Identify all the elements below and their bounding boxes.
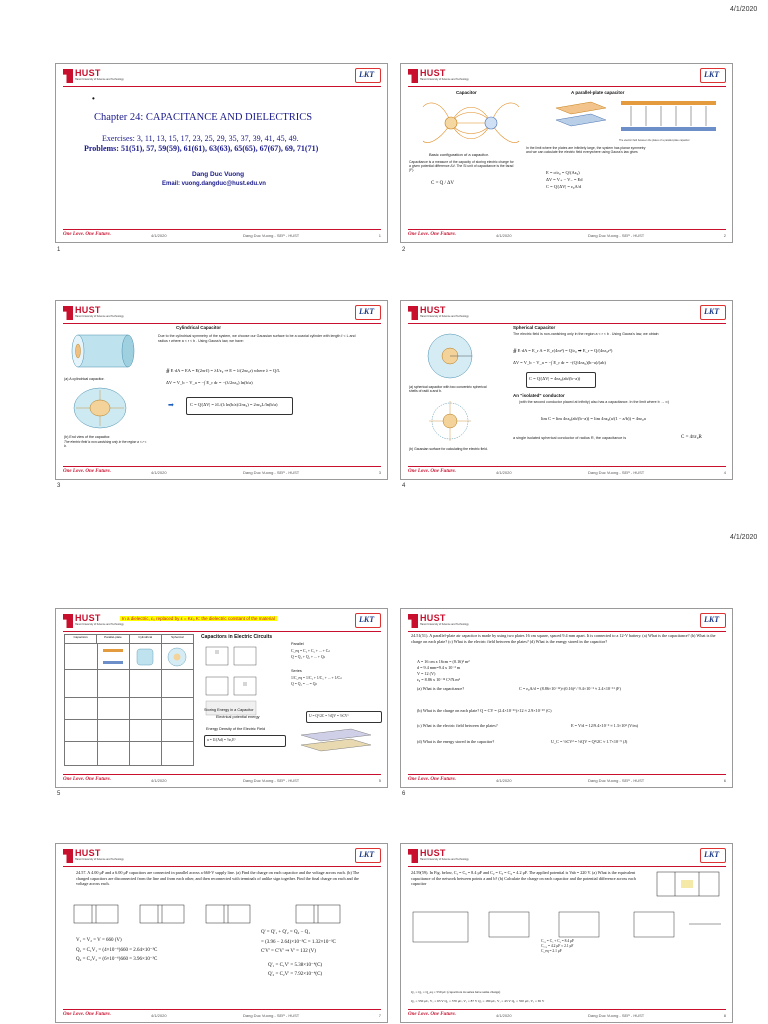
lkt-logo: LKT [355, 848, 381, 863]
slide-footer: One Love. One Future. 4/1/2020 Dang Duc Vuong - SEP - HUST 2 [408, 232, 726, 238]
slide-number: 1 [57, 247, 61, 253]
circuit-diagrams [70, 899, 370, 929]
parallel-plate-figure [551, 100, 611, 130]
lkt-logo: LKT [700, 848, 726, 863]
hust-logo: HUST Hanoi University of Science and Technology [63, 69, 119, 85]
caption-cylinder-b2: The electric field is non-vanishing only in the region a < r < b. [64, 440, 147, 448]
isolated-text: (with the second conductor placed at infinity) also has a capacitance. In the limit where b → ∞) [519, 400, 669, 404]
slide-number: 6 [402, 791, 406, 797]
caption-cylinder-b: (b) End view of the capacitor. [64, 435, 111, 439]
caption-sphere-b: (b) Gaussian surface for calculating the electric field. [409, 447, 488, 451]
slide-7[interactable] [55, 843, 388, 1023]
eq-final-charge-2: Q'₂ = C₂V' = 7.92×10⁻⁴(C) [268, 972, 323, 977]
table-header: Spherical [171, 635, 184, 639]
author-email: Email: vuong.dangduc@hust.edu.vn [162, 181, 266, 187]
slide-footer: One Love. One Future. 4/1/2020 Dang Duc Vuong - SEP - HUST 6 [408, 777, 726, 783]
hust-logo: HUST Hanoi University of Science and Technology [408, 306, 464, 322]
results-line-1: Q₁ = Q₅ = Q_eq = 550 μC (capacitors in series have same charge) [411, 990, 501, 994]
page-date-top: 4/1/2020 [730, 6, 758, 13]
arrow-icon: ➡ [168, 402, 174, 409]
dielectric-banner: In a dielectric, ε₀ replaced by ε = Kε₀ K: the dielectric constant of the material [122, 616, 275, 621]
slide-title: Chapter 24: CAPACITANCE AND DIELECTRICS [94, 112, 313, 123]
slide-footer: One Love. One Future. 4/1/2020 Dang Duc Vuong - SEP - HUST 5 [63, 777, 381, 783]
table-header: Capacitors [65, 635, 97, 643]
capacitance-formula: C = Q / ΔV [431, 181, 454, 186]
answer-d: U_C = ½CV² = ½QV = Q²/2C ≈ 1.7×10⁻⁹ (J) [551, 739, 628, 744]
heading-spherical: Spherical Capacitor [513, 325, 556, 330]
author-name: Dang Duc Vuong [192, 171, 245, 178]
hust-logo: HUST Hanoi University of Science and Technology [63, 306, 119, 322]
slide-number: 4 [402, 483, 406, 489]
spherical-result: C = Q/|ΔV| = 4πε₀(ab/(b−a)) [529, 376, 581, 381]
problems-line: Problems: 51(51), 57, 59(59), 61(61), 63(63), 65(65), 67(67), 69, 71(71) [84, 144, 319, 153]
isolated-heading: An "isolated" conductor [513, 393, 565, 398]
eq-voltage: V₁ = V₂ = V = 660 (V) [76, 938, 122, 943]
eq-charge-1: Q₁ = C₁V₁ = (4×10⁻⁶)660 = 2.64×10⁻³C [76, 948, 158, 953]
question-c: (c) What is the electric field between the plates? [417, 723, 498, 728]
circuits-title: Capacitors in Electric Circuits [201, 634, 273, 640]
lkt-logo: LKT [355, 68, 381, 83]
answer-a: C = ε₀A/d = (8.86×10⁻¹²)×(0.16)² / 9.4×10⁻³ ≈ 2.4×10⁻¹¹ (F) [519, 686, 621, 691]
heading-capacitor: Capacitor [456, 90, 477, 95]
field-lines-figure [421, 97, 521, 149]
field-between-plates-figure [616, 97, 721, 137]
given-distance: d = 9.4 mm=9.4 x 10⁻³ m [417, 665, 461, 670]
cylinder-figure [66, 329, 141, 374]
slide-footer: One Love. One Future. 4/1/2020 Dang Duc Vuong - SEP - HUST 3 [63, 469, 381, 475]
given-epsilon: ε₀ = 8.86 x 10⁻¹² C²/N.m² [417, 677, 460, 682]
storing-energy-label: Storing Energy in a Capacitor [204, 708, 254, 712]
gauss-law-text: In the limit where the plates are infinitely large, the system has planar symmetry and we can calculate the electric field everywhere using Gauss's law gives [526, 146, 646, 155]
question-a: (a) What is the capacitance? [417, 686, 465, 691]
given-voltage: V = 12 (V) [417, 671, 436, 676]
slide-number: 2 [402, 247, 406, 253]
energy-formula: U = Q²/2C = ½QV = ½CV² [309, 714, 349, 718]
problem-statement: 24.51(51). A parallel-plate air capacitor is made by using two plates 16 cm square, spaced 9.4 mm apart. It is connected to a 12-V battery. (a) What is the capacitance? (b) What is the charge on each plate? (c) What is the electric field between the plates? (d) What is the energy stored in the capacitor? [411, 633, 716, 644]
answer-c: E = V/d = 12/9.4×10⁻³ ≈ 1.3×10³ (V/m) [571, 723, 638, 728]
energy-density-formula: u = U/(Ad) = ½ε₀E² [207, 738, 236, 742]
slide-2[interactable] [400, 63, 733, 243]
eq-final-charge-1: Q'₁ = C₁V' = 5.38×10⁻⁴(C) [268, 963, 323, 968]
exercises-line: Exercises: 3, 11, 13, 15, 17, 23, 25, 29, 35, 37, 39, 41, 45, 49. [102, 134, 299, 143]
plates-figure-caption: The electric field between the plates of a parallel-plate capacitor [619, 139, 690, 142]
slide-4[interactable] [400, 300, 733, 480]
results-line-2: Q₂ = 550 μC, V₂ = 65 V Q₃ = 370 μC, V₃ = 87 V Q₄ = 180 μC, V₄ = 43 V Q₅ = 550 μC, V₅ = 65 V [411, 999, 545, 1003]
table-header: Cylindrical [130, 635, 162, 643]
end-view-figure [70, 386, 130, 431]
eq-charge-2: Q₂ = C₂V₂ = (6×10⁻⁶)660 = 3.96×10⁻³C [76, 957, 158, 962]
cylindrical-result: C = Q/|ΔV| = λL/(λ ln(b/a)/2πε₀) = 2πε₀L/ln(b/a) [190, 402, 278, 407]
slide-footer: One Love. One Future. 4/1/2020 Dang Duc Vuong - SEP - HUST 7 [63, 1012, 381, 1018]
slide-6[interactable] [400, 608, 733, 788]
hust-logo: HUST Hanoi University of Science and Technology [408, 614, 464, 630]
cylindrical-text: Due to the cylindrical symmetry of the system, we choose our Gaussian surface to be a coaxial cylinder with length ℓ < L and radius r where a < r < b . Using Gauss's law, we have: [158, 334, 356, 343]
slide-8[interactable] [400, 843, 733, 1023]
sphere-figure [423, 331, 478, 381]
network-figure [651, 868, 726, 900]
lkt-logo: LKT [700, 305, 726, 320]
slide-1[interactable] [55, 63, 388, 243]
series-label: Series [291, 669, 302, 673]
problem-statement: 24.57. A 4.00 μF and a 6.00 μF capacitors are connected in parallel across a 660-V supply line. (a) Find the charge on each capacitor and the voltage across each. (b) The charged capacitors are disconnected from the line and from each other, and then reconnected with terminals of unlike sign together. Find the final charge on each and the voltage across each. [76, 870, 360, 887]
slide-number: 3 [57, 483, 61, 489]
capacitor-caption: Basic configuration of a capacitor. [429, 152, 489, 157]
gaussian-sphere-figure [425, 399, 475, 444]
slide-5[interactable] [55, 608, 388, 788]
series-formulas: 1/C_eq = 1/C₁ + 1/C₂ + ... + 1/Cₙ Q = Q₁ = ... = Qₙ [291, 676, 342, 686]
lkt-logo: LKT [355, 305, 381, 320]
given-area: A = 16 cm x 16cm = (0.16)² m² [417, 659, 470, 664]
question-d: (d) What is the energy stored in the capacitor? [417, 739, 495, 744]
page-date-middle: 4/1/2020 [730, 534, 758, 541]
parallel-label: Parallel [291, 642, 304, 646]
potential-energy-label: Electrical potential energy [216, 715, 260, 719]
lkt-logo: LKT [700, 68, 726, 83]
isolated-formula: C = 4πε₀R [681, 435, 702, 440]
spherical-equations: ∯ E·dA = E_r A = E_r(4πr²) = Q/ε₀ ➡ E_r = Q/(4πε₀r²) ΔV = V_b − V_a = −∫ E_r dr = −(Q/4πε₀)(b−a)/(ab) [513, 348, 613, 365]
circuit-figures [201, 643, 261, 718]
question-b: (b) What is the charge on each plate? Q = CV = (2.4×10⁻¹¹)×12 ≈ 2.9×10⁻¹⁰ (C) [417, 708, 552, 713]
eq-total-value: = (3.96 − 2.64)×10⁻³C = 1.32×10⁻³C [261, 940, 336, 945]
problem-statement: 24.59(59). In Fig. below, C₁ = C₅ = 8.4 μF and C₂ = C₃ = C₄ = 4.2 μF. The applied potential is Vab = 220 V. (a) What is the equivalent capacitance of the network between points a and b? (b) Calculate the charge on each capacitor and the potential difference across each capacitor [411, 870, 636, 887]
hust-logo: HUST Hanoi University of Science and Technology [63, 614, 119, 630]
parallel-formulas: C_eq = C₁ + C₂ + ... + Cₙ Q = Q₁ + Q₂ + ... + Qₙ [291, 649, 330, 659]
spherical-text: The electric field is non-vanishing only in the region a < r < b . Using Gauss's law, we obtain [513, 332, 659, 336]
eq-final-voltage: C'V' = C'V' ⇒ V' = 132 (V) [261, 949, 316, 954]
capacitor-plates-figure [296, 727, 376, 755]
lkt-logo: LKT [355, 613, 381, 628]
heading-cylindrical: Cylindrical Capacitor [176, 325, 222, 330]
hust-logo: HUST Hanoi University of Science and Technology [63, 849, 119, 865]
table-figures [65, 645, 193, 669]
caption-sphere-a: (a) spherical capacitor with two concentric spherical shells of radii a and b. [409, 385, 487, 394]
slide-number: 5 [57, 791, 61, 797]
title-bullet: • [92, 94, 95, 103]
network-equations: C₃₄ = C₃ + C₄ = 8.4 μF C₂₃₄ = 4.2 μF ≈ 2.1 μF C_eq = 2.1 μF [541, 939, 574, 953]
lkt-logo: LKT [700, 613, 726, 628]
slide-3[interactable] [55, 300, 388, 480]
eq-total-charge: Q' = Q'₁ + Q'₂ = Q₂ − Q₁ [261, 930, 311, 935]
isolated-limit: lim C = lim 4πε₀(ab/(b−a)) = lim 4πε₀(a/(1 − a/b)) = 4πε₀a [541, 416, 646, 421]
capacitor-table [64, 634, 194, 766]
slide-footer: One Love. One Future. 4/1/2020 Dang Duc Vuong - SEP - HUST 1 [63, 232, 381, 238]
caption-cylinder-a: (a) A cylindrical capacitor. [64, 377, 105, 381]
cylindrical-equations: ∯ E·dA = EA = E(2πrℓ) = λℓ/ε₀ ⇒ E = λ/(2πε₀r) where λ = Q/L ΔV = V_b − V_a = −∫ E_r dr = −(λ/2πε₀) ln(b/a) [166, 368, 281, 385]
heading-parallel-plate: A parallel-plate capacitor [571, 90, 625, 95]
energy-density-label: Energy Density of the Electric Field [206, 727, 266, 731]
isolated-result: a single isolated spherical conductor of radius R, the capacitance is [513, 436, 627, 440]
table-header: Parallel-plate [97, 635, 129, 643]
plate-equations: E = σ/ε₀ = Q/(Aε₀) ΔV = V₊ − V₋ = Ed C = Q/|ΔV| = ε₀A/d [546, 170, 583, 189]
hust-logo: HUST Hanoi University of Science and Technology [408, 849, 464, 865]
hust-logo: HUST Hanoi University of Science and Technology [408, 69, 464, 85]
slide-footer: One Love. One Future. 4/1/2020 Dang Duc Vuong - SEP - HUST 8 [408, 1012, 726, 1018]
slide-footer: One Love. One Future. 4/1/2020 Dang Duc Vuong - SEP - HUST 4 [408, 469, 726, 475]
capacitance-definition: Capacitance is a measure of the capacity of storing electric charge for a given potential difference ΔV. The SI unit of capacitance is the farad (F). [409, 160, 514, 173]
